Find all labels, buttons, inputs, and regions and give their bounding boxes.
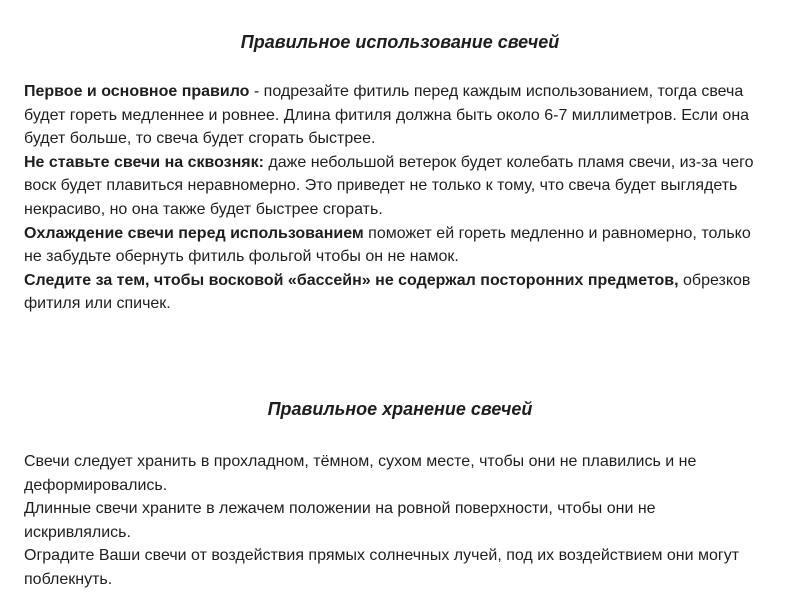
section-title-usage: Правильное использование свечей bbox=[240, 32, 560, 52]
usage-rule-2 bbox=[24, 151, 764, 222]
rule-text: обрезков фитиля или спичек. bbox=[24, 271, 751, 313]
section-title-storage: Правильное хранение свечей bbox=[267, 399, 533, 419]
rule-lead: Не ставьте свечи на сквозняк: bbox=[24, 153, 264, 171]
usage-section bbox=[24, 80, 764, 316]
rule-text: даже небольшой ветерок будет колебать пламя свечи, из-за чего воск будет плавиться неравномерно. Это приведет не только к тому, что свеча будет выглядеть некрасиво, но она также будет быстрее сгорать. bbox=[24, 153, 754, 218]
usage-rule-1 bbox=[24, 80, 764, 151]
rule-lead: Охлаждение свечи перед использованием bbox=[24, 224, 364, 242]
rule-text: поможет ей гореть медленно и равномерно, только не забудьте обернуть фитиль фольгой чтобы он не намок. bbox=[24, 224, 751, 266]
storage-tip-2: Длинные свечи храните в лежачем положении на ровной поверхности, чтобы они не искривлялись. bbox=[24, 500, 656, 541]
rule-lead: Следите за тем, чтобы восковой «бассейн» не содержал посторонних предметов, bbox=[24, 271, 679, 289]
storage-tip-3: Оградите Ваши свечи от воздействия прямых солнечных лучей, под их воздействием они могут поблекнуть. bbox=[24, 547, 740, 588]
usage-rule-3 bbox=[24, 222, 764, 269]
storage-section bbox=[24, 450, 764, 592]
usage-rule-4 bbox=[24, 269, 764, 316]
rule-text: - подрезайте фитиль перед каждым использованием, тогда свеча будет гореть медленнее и ровнее. Длина фитиля должна быть около 6-7 миллиметров. Если она будет больше, то свеча будет сгорать быстрее. bbox=[24, 83, 750, 148]
rule-lead: Первое и основное правило bbox=[24, 83, 250, 100]
storage-tip-1: Свечи следует хранить в прохладном, тёмном, сухом месте, чтобы они не плавились и не деформировались. bbox=[24, 453, 697, 494]
